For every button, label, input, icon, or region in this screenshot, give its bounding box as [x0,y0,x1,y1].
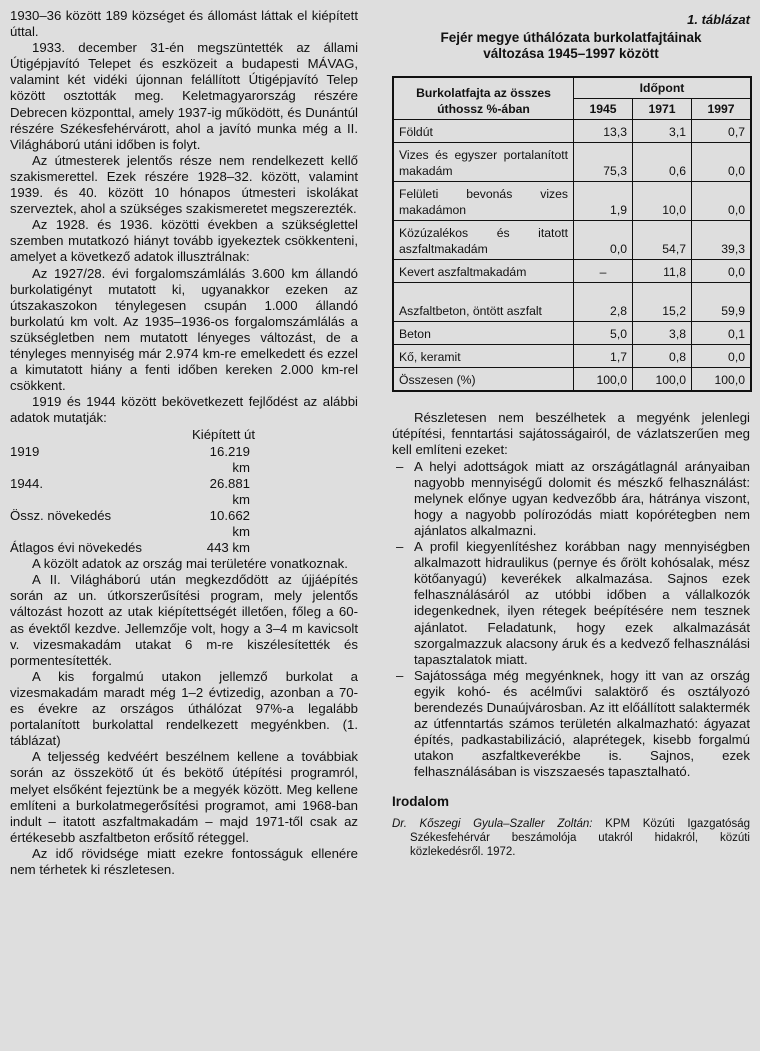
cell-value: 100,0 [633,368,692,392]
cell-value: 13,3 [574,120,633,143]
cell-value: 3,8 [633,322,692,345]
stats-row [10,508,358,540]
list-item: – Sajátossága még megyénknek, hogy itt van az ország egyik kohó- és acélművi salaktörő és osztályozó berendezés Dunaújvárosban. Az itt előállított salaktermék az útfenntartás számos területén alkalmazható: ágyazat építés, padkastabilizáció, alaprétegek, kisebb forgalmú utakon aszfaltkeverékbe is. Sajnos, ezek felhasználásában is viszszaesés tapasztalható. [392,668,750,781]
paragraph: Az idő rövidsége miatt ezekre fontosságuk ellenére nem térhetek ki részletesen. [10,845,358,877]
table-title [392,30,750,62]
stats-row [10,444,358,476]
stats-value: 443 km [206,540,250,556]
row-name: Kevert aszfaltmakadám [393,260,574,283]
table-row [393,260,751,283]
header-type: Burkolatfajta az összes úthossz %-ában [393,77,574,120]
cell-value: 100,0 [692,368,752,392]
cell-value: 0,0 [574,221,633,260]
list-item: – A helyi adottságok miatt az országátlagnál arányaiban nagyobb mennyiségű dolomit és mészkő felhasználást: melynek előnye ugyan kedvezőbb ára, hátránya viszont, hogy a nagyobb polírozódás miatt kopórétegben nem ajánlatos alkalmazni. [392,459,750,539]
cell-value: 39,3 [692,221,752,260]
paragraph: A közölt adatok az ország mai területére vonatkoznak. [32,556,348,572]
stats-value: 10.662 km [209,507,250,539]
cell-value: 10,0 [633,182,692,221]
stats-label: 1944. [10,475,44,491]
stats-label: Átlagos évi növekedés [10,540,142,556]
table-title-line: Fejér megye úthálózata burkolatfajtáinak [440,30,702,46]
cell-value: – [574,260,633,283]
row-name: Földút [393,120,574,143]
cell-value: 0,0 [692,143,752,182]
stats-row [10,540,358,556]
table-row [393,182,751,221]
table-row [393,368,751,392]
table-row [393,143,751,182]
reference-text: KPM Közúti Igazgatóság Székesfehérvár beszámolója utakról hidakról, közúti közlekedésről. 1972. [410,817,750,858]
cell-value: 0,0 [692,260,752,283]
cell-value: 2,8 [574,283,633,322]
development-stats [10,427,358,556]
cell-value: 5,0 [574,322,633,345]
table-label: 1. táblázat [687,12,750,27]
cell-value: 3,1 [633,120,692,143]
cell-value: 59,9 [692,283,752,322]
table-row [393,283,751,322]
table-row [393,120,751,143]
paragraph: Az 1928. és 1936. közötti években a szükséglettel szemben mutatkozó hiányt tovább igyekeztek csökkenteni, amelyet a következő adatok illusztrálnak: [10,217,358,265]
stats-label: Össz. növekedés [10,507,112,523]
stats-label: 1919 [10,443,40,459]
row-name: Kő, keramit [393,345,574,368]
paragraph: 1933. december 31-én megszüntették az állami Útigépjavító Telepet és eszközeit a budapesti MÁVAG, valamint két vidéki újonnan felállított Útigépjavító Telep között osztották meg. Keletmagyarország részére Debrecen központtal, amely 1937-ig működött, és Dunántúl részére Székesfehérvárott, ahol a javító munka még a II. Világháború utáni időben is folyt. [10,40,358,152]
paragraph: A kis forgalmú utakon jellemző burkolat a vizesmakadám maradt még 1–2 évtizedig, azonban a 70-es évekre az országos úthálózat 97%-a legalább portalanított burkolattal rendelkezett megyénkben. (1. táblázat) [10,668,358,749]
header-period: Időpont [574,77,752,99]
row-name: Beton [393,322,574,345]
cell-value: 0,0 [692,182,752,221]
cell-value: 11,8 [633,260,692,283]
paragraph: Az 1927/28. évi forgalomszámlálás 3.600 km állandó burkolatigényt mutatott ki, ugyanakkor ezeken az útszakaszokon ténylegesen csupán 1.000 állandó burkolatú km volt. Az 1935–1936-os forgalomszámlálás a szükségletben nem mutatott lényeges változást, de a tényleges mennyiség már 2.974 km-re emelkedett és ezzel a kimutatott hiány a fenti időben kereken 2.000 km-rel csökkent. [10,265,358,394]
table-row [393,345,751,368]
row-name: Közúzalékos és itatott aszfaltmakadám [393,221,574,260]
cell-value: 100,0 [574,368,633,392]
cell-value: 1,9 [574,182,633,221]
cell-value: 75,3 [574,143,633,182]
cell-value: 54,7 [633,221,692,260]
cell-value: 0,1 [692,322,752,345]
reference-authors: Dr. Kőszegi Gyula–Szaller Zoltán: [392,817,593,830]
row-name: Összesen (%) [393,368,574,392]
cell-value: 15,2 [633,283,692,322]
cell-value: 0,8 [633,345,692,368]
table-title-line: változása 1945–1997 között [483,46,659,62]
cell-value: 0,0 [692,345,752,368]
list-item: – A profil kiegyenlítéshez korábban nagy mennyiségben alkalmazott hidraulikus (pernye és őrölt kohósalak, mész kötőanyagú) keverékek alkalmazása. Sajnos ezek felhasználásáról az utóbbi időben a vállalkozók idegenkednek, ilyen rétegek beépítésére nem tesznek ajánlatot. Feladatunk, hogy ezek alkalmazását szorgalmazzuk alacsony áruk és a kedvező felhasználási tapasztalatok miatt. [392,539,750,668]
paragraph: A II. Világháború után megkezdődött az újjáépítés során az un. útkorszerűsítési program, mely jelentős változást hozott az utak kiépítettségét illetően, főleg a 60-as évektől kezdve. Jellemzője volt, hogy a 3–4 m kavicsolt v. vizesmakadám utakat 6 m-re kiszélesítették és pormentesítették. [10,572,358,668]
paragraph: Az útmesterek jelentős része nem rendelkezett kellő szakismerettel. Ezek részére 1928–32. között, valamint 1939. és 40. között 10 hónapos útmesteri iskolákat szerveztek, ahol a szükséges szakismeretet megszerezték. [10,152,358,217]
paragraph: 1919 és 1944 között bekövetkezett fejlődést az alábbi adatok mutatják: [10,394,358,426]
paragraph: A teljesség kedvéért beszélnem kellene a továbbiak során az összekötő út és bekötő útépítési programról, melyet elsőként fejeztünk be a megyék között. Meg kellene említeni a burkolatmegerősítési programot, ami 1968-ban indult – itatott aszfaltmakadám – majd 1971-től csak az értékesebb aszfaltbeton erősítő réteggel. [10,749,358,845]
row-name: Vizes és egyszer portalanított makadám [393,143,574,182]
row-name: Felületi bevonás vizes makadámon [393,182,574,221]
feature-list [392,459,750,781]
cell-value: 1,7 [574,345,633,368]
paragraph: Részletesen nem beszélhetek a megyénk jelenlegi útépítési, fenntartási sajátosságairól, de vázlatszerűen meg kell említeni ezeket: [392,410,750,458]
header-year: 1945 [574,99,633,120]
stats-row [10,476,358,508]
cell-value: 0,6 [633,143,692,182]
reference-entry [392,817,750,859]
stats-header: Kiépített út [192,427,256,443]
right-column [392,8,750,859]
header-year: 1997 [692,99,752,120]
literature-heading: Irodalom [392,794,450,810]
table-row [393,221,751,260]
header-year: 1971 [633,99,692,120]
stats-value: 16.219 km [209,443,250,475]
paragraph: 1930–36 között 189 községet és állomást láttak el kiépített úttal. [10,8,358,40]
cell-value: 0,7 [692,120,752,143]
row-name: Aszfaltbeton, öntött aszfalt [393,283,574,322]
table-row [393,322,751,345]
left-column [10,8,358,878]
stats-value: 26.881 km [209,475,250,507]
pavement-table [392,76,752,392]
